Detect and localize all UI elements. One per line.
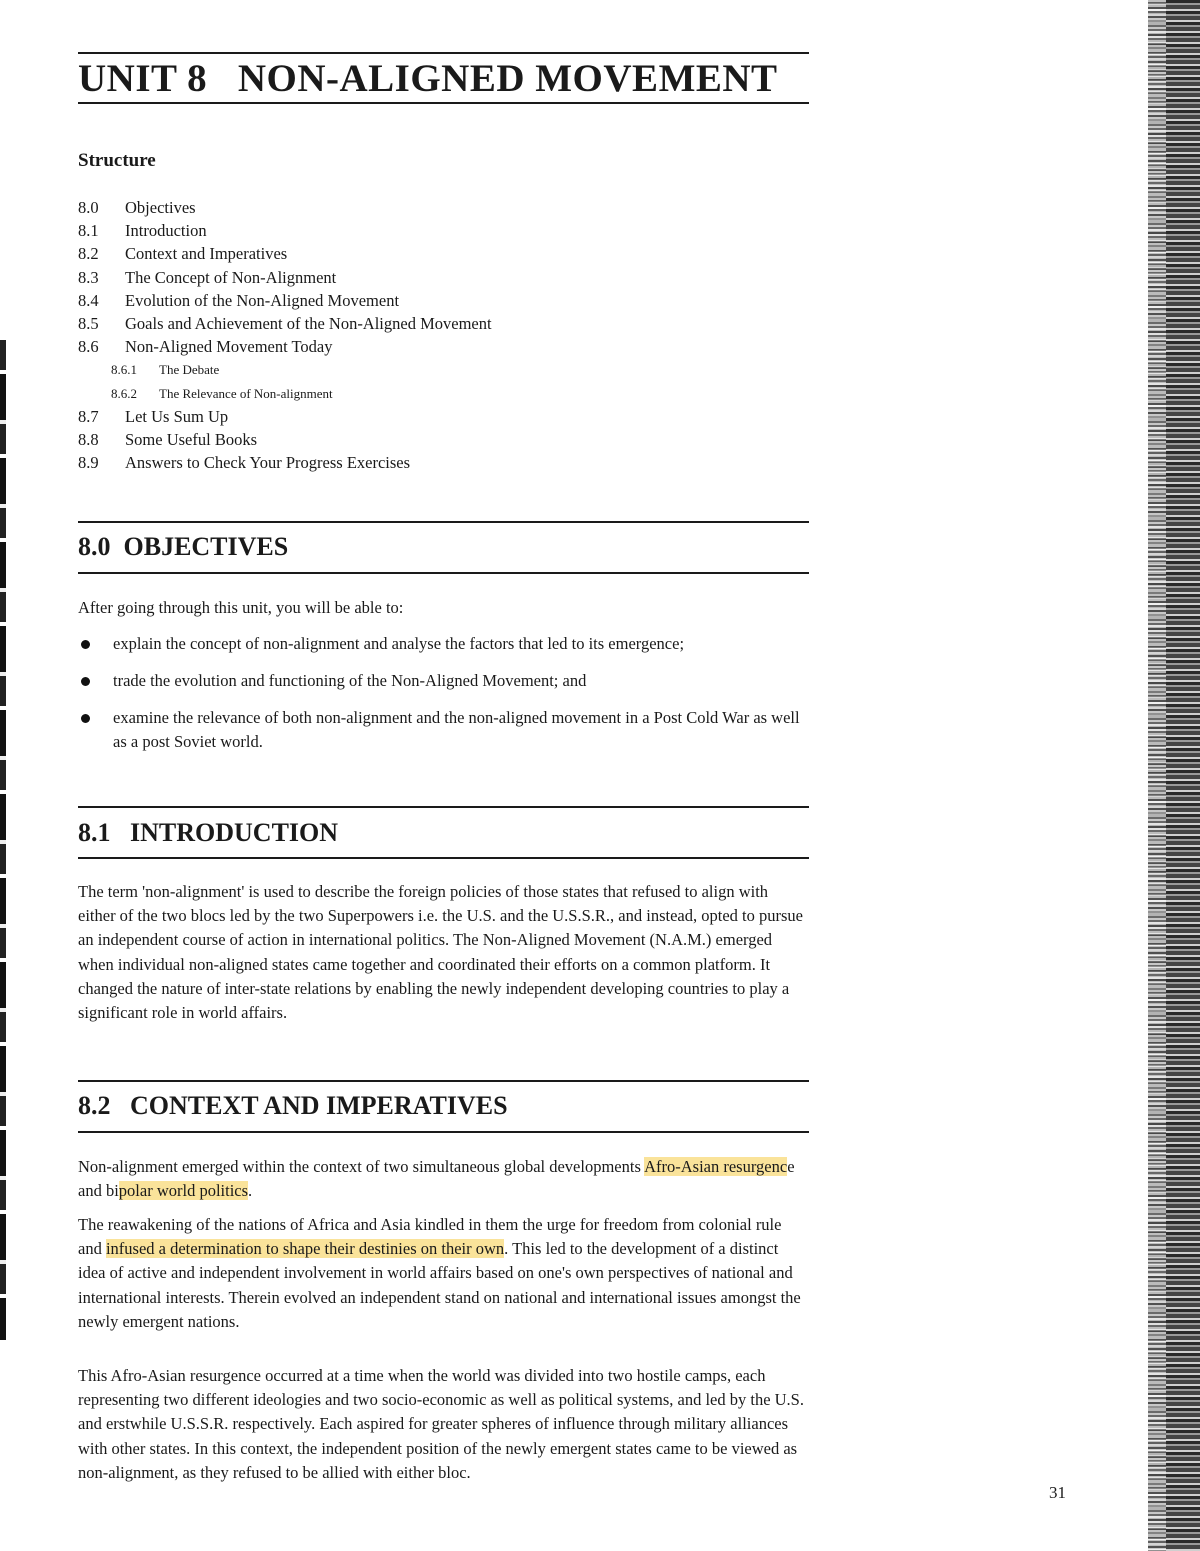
toc-item[interactable] bbox=[78, 335, 492, 358]
toc-number: 8.3 bbox=[78, 267, 99, 287]
scan-left-edge bbox=[0, 340, 6, 1340]
objective-item bbox=[78, 669, 809, 693]
objectives-bottom-rule bbox=[78, 572, 809, 574]
toc-item[interactable] bbox=[78, 289, 492, 312]
context-paragraph-3: This Afro-Asian resurgence occurred at a time when the world was divided into two hostile camps, each representing two different ideologies and two socio-economic as well as political systems, and led by the U.S. and erstwhile U.S.S.R. respectively. Each aspired for greater spheres of influence through military alliances with other states. In this context, the independent position of the newly emergent states came to be viewed as non-alignment, as they refused to be allied with either bloc. bbox=[78, 1366, 804, 1482]
context-heading: 8.2 CONTEXT AND IMPERATIVES bbox=[78, 1091, 508, 1120]
toc-item[interactable] bbox=[78, 405, 492, 428]
toc-number: 8.8 bbox=[78, 429, 99, 449]
structure-heading: Structure bbox=[78, 150, 156, 171]
toc-item[interactable] bbox=[78, 219, 492, 242]
context-paragraph-2 bbox=[78, 1213, 809, 1334]
objective-text: explain the concept of non-alignment and analyse the factors that led to its emergence; bbox=[113, 634, 685, 653]
context-p2-text: The reawakening of the nations of Africa and Asia kindled in them the urge for freedom from colonial rule and bbox=[78, 1215, 782, 1259]
toc-item[interactable] bbox=[78, 451, 492, 474]
context-p2-text: . This led to the development of a distinct idea of active and independent involvement in world affairs based on one's own perspectives of national and international interests. Therein evolved an independent stand on national and international issues amongst the newly emergent nations. bbox=[78, 1239, 801, 1331]
toc-subitem[interactable] bbox=[78, 382, 492, 405]
toc-label: Some Useful Books bbox=[125, 429, 257, 449]
introduction-bottom-rule bbox=[78, 857, 809, 859]
toc-number: 8.7 bbox=[78, 406, 99, 426]
toc-label: The Relevance of Non-alignment bbox=[159, 385, 333, 401]
toc-number: 8.5 bbox=[78, 313, 99, 333]
toc-label: Goals and Achievement of the Non-Aligned Movement bbox=[125, 313, 492, 333]
objectives-heading: 8.0 OBJECTIVES bbox=[78, 532, 289, 561]
table-of-contents bbox=[78, 196, 492, 474]
highlight-determination: infused a determination to shape their destinies on their own bbox=[105, 1239, 505, 1259]
toc-number: 8.6.1 bbox=[111, 362, 137, 378]
context-bottom-rule bbox=[78, 1131, 809, 1133]
toc-label: Context and Imperatives bbox=[125, 244, 288, 264]
context-p1-text: . bbox=[248, 1181, 253, 1201]
toc-number: 8.6.2 bbox=[111, 385, 137, 401]
objective-text: trade the evolution and functioning of the Non-Aligned Movement; and bbox=[113, 671, 587, 690]
toc-number: 8.0 bbox=[78, 198, 99, 217]
context-paragraph-1 bbox=[78, 1155, 809, 1203]
objective-item bbox=[78, 706, 809, 754]
page-number: 31 bbox=[1049, 1483, 1066, 1502]
toc-number: 8.9 bbox=[78, 453, 99, 473]
introduction-top-rule bbox=[78, 806, 809, 808]
introduction-heading: 8.1 INTRODUCTION bbox=[78, 818, 339, 847]
toc-label: Introduction bbox=[125, 221, 207, 241]
toc-item[interactable] bbox=[78, 312, 492, 335]
toc-number: 8.4 bbox=[78, 290, 99, 310]
toc-label: Let Us Sum Up bbox=[125, 406, 229, 426]
bullet-icon bbox=[81, 714, 90, 723]
title-bottom-rule bbox=[78, 102, 809, 104]
highlight-afro-asian: Afro-Asian resurgenc bbox=[644, 1157, 788, 1176]
bullet-icon bbox=[81, 677, 90, 686]
unit-title: UNIT 8 NON-ALIGNED MOVEMENT bbox=[78, 57, 778, 100]
context-p1-text: Non-alignment emerged within the context of two simultaneous global developments bbox=[78, 1157, 645, 1176]
toc-item[interactable] bbox=[78, 428, 492, 451]
toc-item[interactable] bbox=[78, 242, 492, 265]
toc-number: 8.2 bbox=[78, 244, 99, 264]
objectives-intro: After going through this unit, you will be able to: bbox=[78, 598, 404, 617]
introduction-text: The term 'non-alignment' is used to describe the foreign policies of those states that refused to align with either of the two blocs led by the two Superpowers i.e. the U.S. and the U.S.S.R., and instead, opted to pursue an independent course of action in international politics. The Non-Aligned Movement (N.A.M.) emerged when individual non-aligned states came together and coordinated their efforts on a common platform. It changed the nature of inter-state relations by enabling the newly independent developing countries to play a significant role in world affairs. bbox=[78, 882, 803, 1023]
toc-number: 8.1 bbox=[78, 221, 99, 241]
toc-number: 8.6 bbox=[78, 337, 99, 357]
objective-item bbox=[78, 632, 809, 656]
toc-label: The Concept of Non-Alignment bbox=[125, 267, 337, 287]
toc-subitem[interactable] bbox=[78, 358, 492, 381]
toc-item[interactable] bbox=[78, 266, 492, 289]
highlight-bipolar: polar world politics bbox=[118, 1181, 249, 1201]
context-p1-text: e and bi bbox=[78, 1157, 795, 1201]
scan-right-edge bbox=[1148, 0, 1200, 1551]
bullet-icon bbox=[81, 640, 90, 649]
toc-label: Non-Aligned Movement Today bbox=[125, 337, 333, 357]
title-top-rule bbox=[78, 52, 809, 54]
toc-label: Objectives bbox=[125, 198, 196, 217]
objectives-list bbox=[78, 632, 809, 767]
objective-text: examine the relevance of both non-alignment and the non-aligned movement in a Post Cold War as well as a post Soviet world. bbox=[113, 708, 800, 751]
toc-label: The Debate bbox=[159, 362, 220, 378]
toc-label: Answers to Check Your Progress Exercises bbox=[125, 453, 411, 473]
toc-label: Evolution of the Non-Aligned Movement bbox=[125, 290, 400, 310]
context-top-rule bbox=[78, 1080, 809, 1082]
toc-item[interactable] bbox=[78, 196, 492, 219]
objectives-top-rule bbox=[78, 521, 809, 523]
